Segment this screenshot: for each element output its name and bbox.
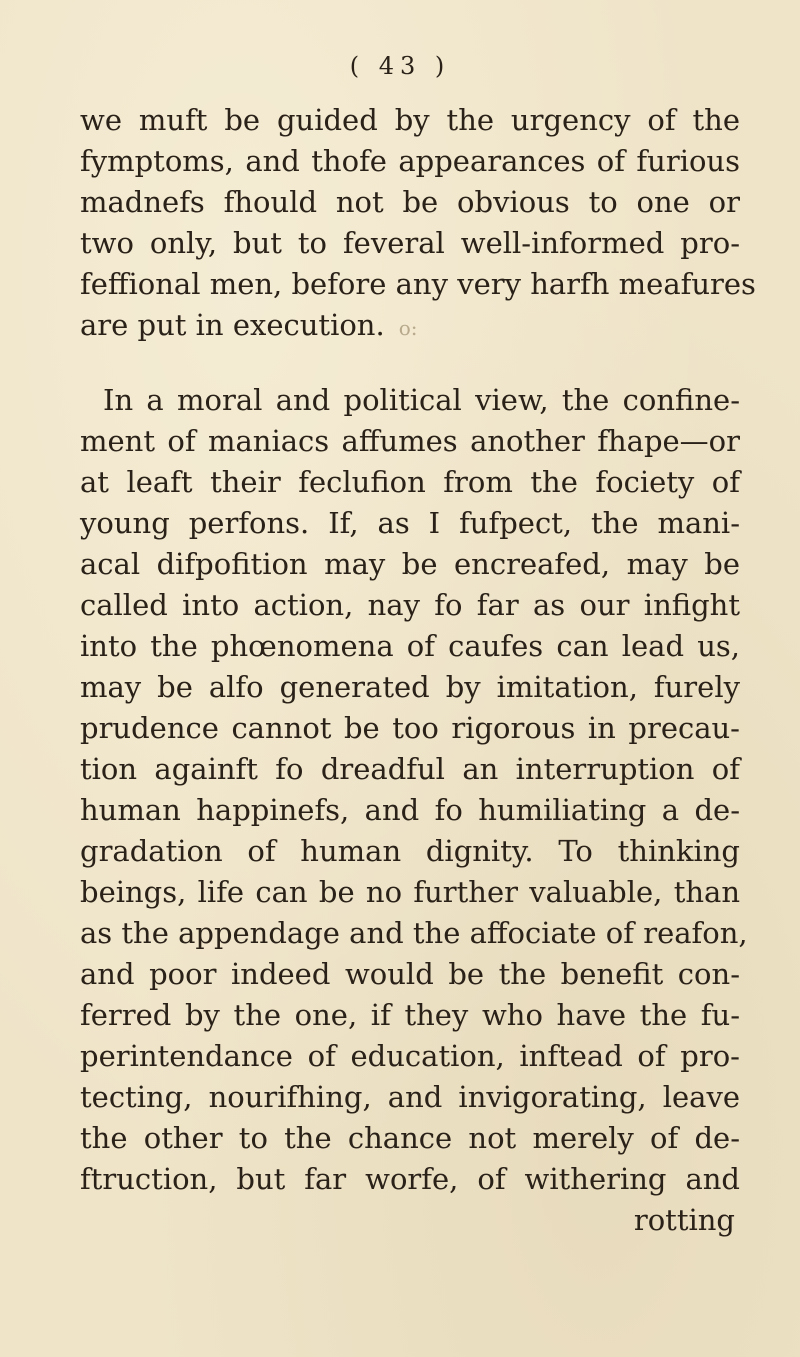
text-line: tion againft fo dreadful an interruption of (80, 752, 740, 786)
text-line: two only, but to feveral well-informed pro- (80, 226, 740, 260)
text-line: perintendance of education, inftead of pro- (80, 1039, 740, 1073)
text-line-content: are put in execution. (80, 308, 385, 342)
text-line: tecting, nourifhing, and invigorating, leave (80, 1080, 740, 1114)
text-line: at leaft their feclufion from the fociety of (80, 465, 740, 499)
paragraph-2 (80, 380, 748, 1200)
text-line: ment of maniacs affumes another fhape—or (80, 424, 740, 458)
text-line-indented: In a moral and political view, the confine- (103, 383, 740, 417)
text-line: acal difpofition may be encreafed, may be (80, 547, 740, 581)
text-line: ftruction, but far worfe, of withering and (80, 1162, 740, 1196)
text-line: young perfons. If, as I fufpect, the mani- (80, 506, 740, 540)
text-line: called into action, nay fo far as our infight (80, 588, 740, 622)
text-line: fymptoms, and thofe appearances of furious (80, 144, 740, 178)
text-line: may be alfo generated by imitation, furely (80, 670, 740, 704)
text-line: and poor indeed would be the benefit con- (80, 957, 740, 991)
catchword: rotting (633, 1203, 735, 1237)
text-line: feffional men, before any very harfh meafures (80, 267, 756, 301)
text-line: as the appendage and the affociate of reafon, (80, 916, 748, 950)
text-line: into the phœnomena of caufes can lead us, (80, 629, 740, 663)
text-line: human happinefs, and fo humiliating a de- (80, 793, 740, 827)
text-line: prudence cannot be too rigorous in precau- (80, 711, 740, 745)
text-line-last (80, 305, 740, 346)
text-line: madnefs fhould not be obvious to one or (80, 185, 740, 219)
stray-ink-mark: o: (398, 316, 418, 340)
text-line: beings, life can be no further valuable, than (80, 875, 740, 909)
text-line: gradation of human dignity. To thinking (80, 834, 740, 868)
text-line: we muft be guided by the urgency of the (80, 103, 740, 137)
paragraph-spacer (80, 346, 740, 380)
body-text (80, 100, 756, 1241)
text-line: ferred by the one, if they who have the fu- (80, 998, 740, 1032)
paragraph-1 (80, 100, 756, 346)
text-line: the other to the chance not merely of de- (80, 1121, 740, 1155)
page-number: ( 43 ) (349, 52, 451, 80)
